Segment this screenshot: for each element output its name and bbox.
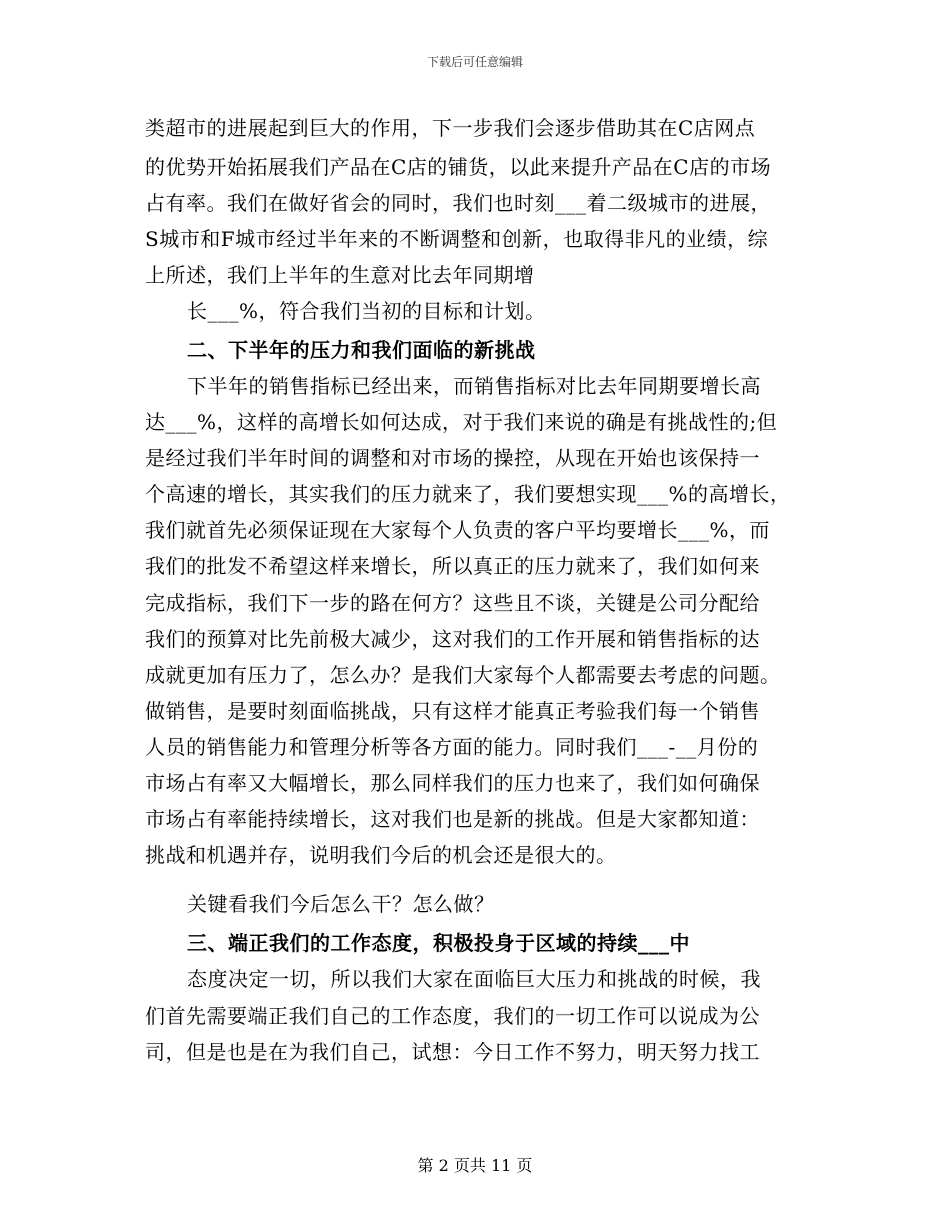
body-line: 市场占有率又大幅增长，那么同样我们的压力也来了，我们如何确保 [145, 771, 760, 795]
section-heading: 二、下半年的压力和我们面临的新挑战 [187, 338, 536, 362]
body-line: 类超市的进展起到巨大的作用，下一步我们会逐步借助其在C店网点 [145, 116, 756, 140]
body-line: 上所述，我们上半年的生意对比去年同期增 [145, 263, 535, 287]
body-line: 占有率。我们在做好省会的同时，我们也时刻___着二级城市的进展， [145, 191, 771, 215]
body-line: 成就更加有压力了，怎么办？是我们大家每个人都需要去考虑的问题。 [145, 663, 781, 687]
body-line: 完成指标，我们下一步的路在何方？这些且不谈，关键是公司分配给 [145, 591, 760, 615]
body-line: 长___%，符合我们当初的目标和计划。 [187, 299, 546, 323]
body-line: 们首先需要端正我们自己的工作态度，我们的一切工作可以说成为公 [145, 1004, 760, 1028]
body-line: 我们的批发不希望这样来增长，所以真正的压力就来了，我们如何来 [145, 554, 760, 578]
body-line: 的优势开始拓展我们产品在C店的铺货，以此来提升产品在C店的市场 [145, 155, 772, 179]
body-line: 市场占有率能持续增长，这对我们也是新的挑战。但是大家都知道： [145, 807, 760, 831]
body-line: 做销售，是要时刻面临挑战，只有这样才能真正考验我们每一个销售 [145, 699, 760, 723]
body-line: 是经过我们半年时间的调整和对市场的操控，从现在开始也该保持一 [145, 446, 760, 470]
body-line: 挑战和机遇并存，说明我们今后的机会还是很大的。 [145, 843, 617, 867]
body-line: 态度决定一切，所以我们大家在面临巨大压力和挑战的时候，我 [187, 967, 761, 991]
page-header: 下载后可任意编辑 [426, 55, 523, 69]
body-line: 下半年的销售指标已经出来，而销售指标对比去年同期要增长高 [187, 374, 761, 398]
body-line: 个高速的增长，其实我们的压力就来了，我们要想实现___%的高增长， [145, 482, 791, 506]
body-line: 我们就首先必须保证现在大家每个人负责的客户平均要增长___%，而 [145, 518, 771, 542]
section-heading: 三、端正我们的工作态度，积极投身于区域的持续___中 [187, 931, 690, 955]
page-footer: 第 2 页共 11 页 [417, 1156, 533, 1175]
body-line: S城市和F城市经过半年来的不断调整和创新，也取得非凡的业绩，综 [145, 227, 769, 251]
body-line: 人员的销售能力和管理分析等各方面的能力。同时我们___-__月份的 [145, 735, 759, 759]
body-line: 关键看我们今后怎么干？怎么做？ [187, 892, 495, 916]
body-line: 达___%，这样的高增长如何达成，对于我们来说的确是有挑战性的;但 [145, 410, 778, 434]
body-line: 我们的预算对比先前极大减少，这对我们的工作开展和销售指标的达 [145, 627, 760, 651]
body-line: 司，但是也是在为我们自己，试想：今日工作不努力，明天努力找工 [145, 1040, 760, 1064]
